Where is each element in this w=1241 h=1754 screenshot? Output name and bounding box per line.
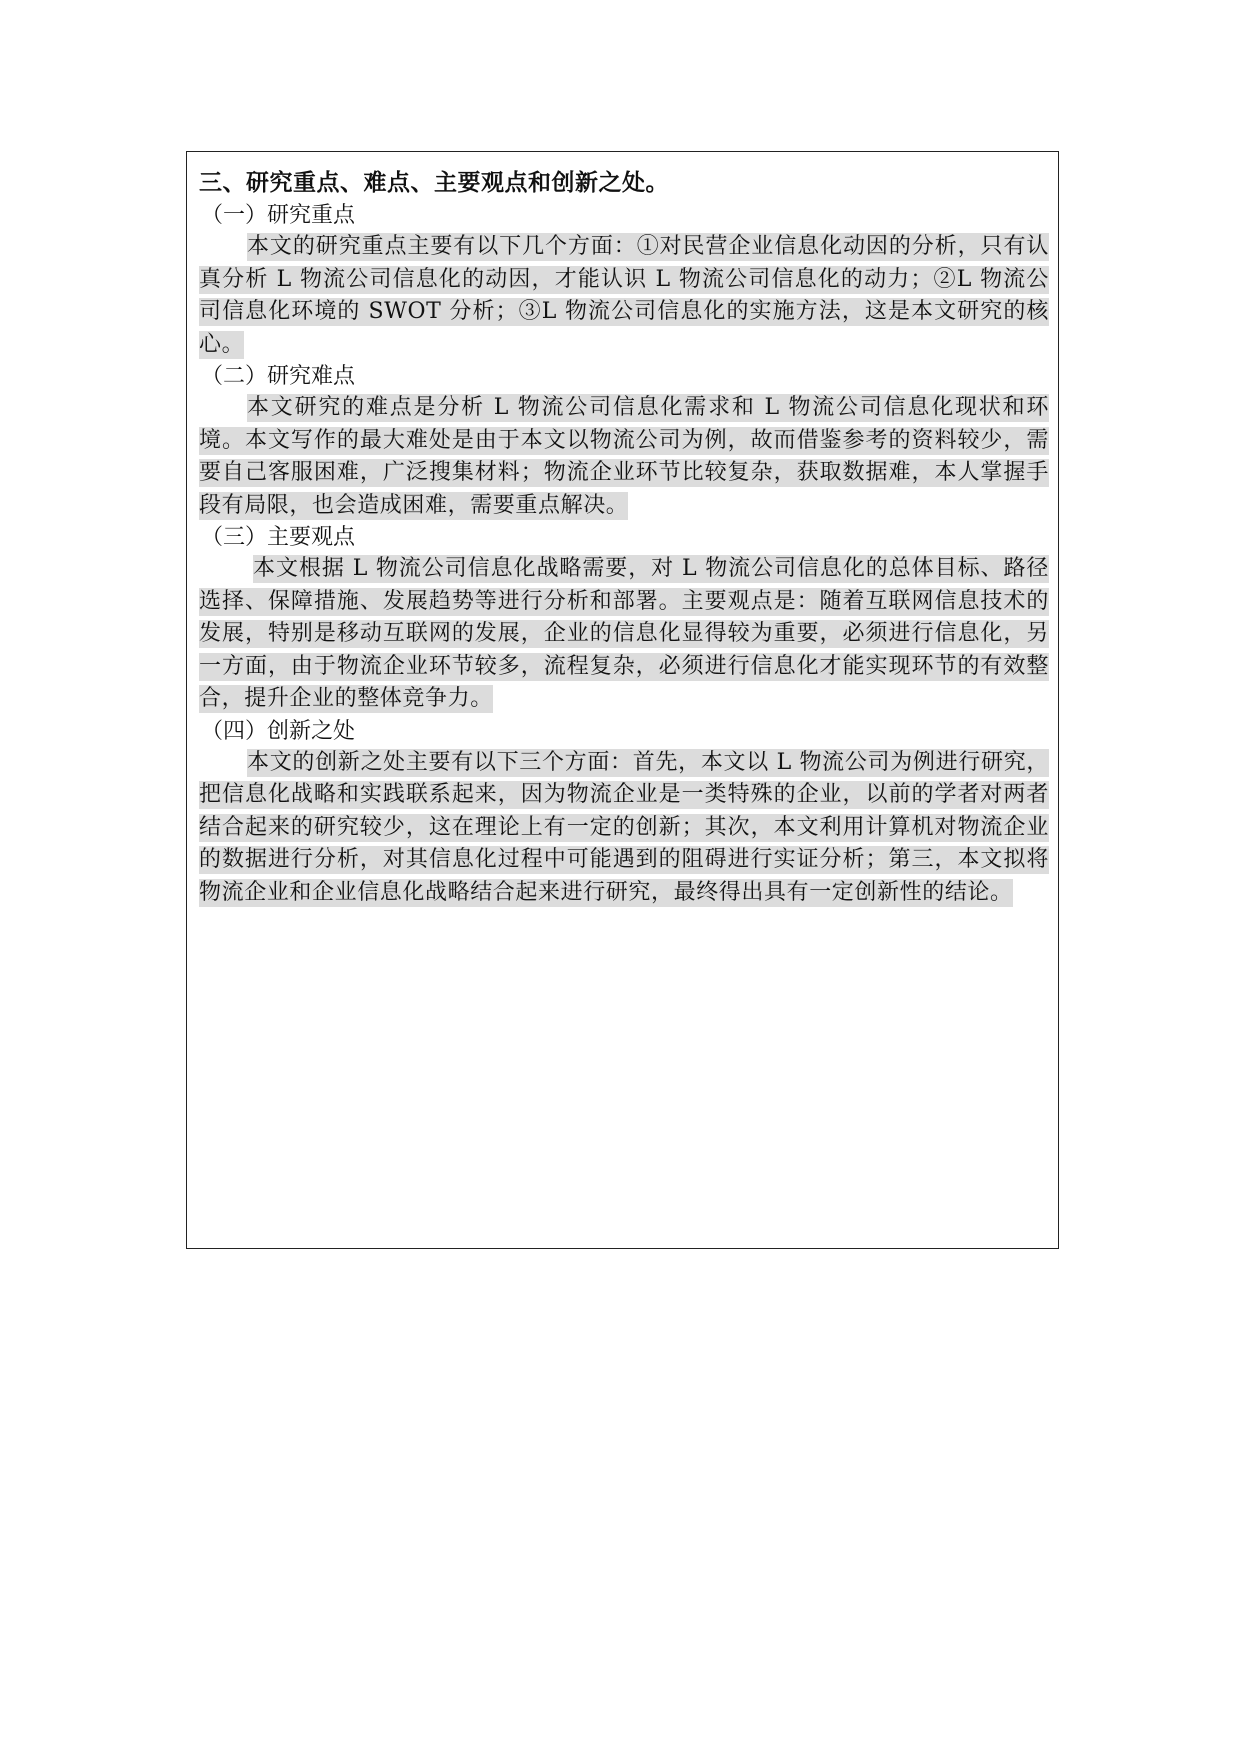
section-content [199, 166, 1049, 909]
highlighted-text: 本文的研究重点主要有以下几个方面：①对民营企业信息化动因的分析，只有认真分析 L 物流公司信息化的动因，才能认识 L 物流公司信息化的动力；②L 物流公司信息化环境的 SWOT 分析；③L 物流公司信息化的实施方法，这是本文研究的核心。 [199, 234, 1049, 357]
paragraph-research-focus [199, 231, 1049, 361]
paragraph-main-viewpoints [199, 553, 1049, 716]
paragraph-innovation [199, 747, 1049, 910]
subheading-research-focus: （一）研究重点 [201, 203, 356, 228]
subheading-main-viewpoints: （三）主要观点 [201, 525, 356, 550]
section-title: 三、研究重点、难点、主要观点和创新之处。 [199, 170, 669, 196]
subheading-innovation: （四）创新之处 [201, 718, 356, 744]
subheading-research-difficulty: （二）研究难点 [201, 364, 356, 389]
paragraph-research-difficulty [199, 392, 1049, 522]
highlighted-text: 本文研究的难点是分析 L 物流公司信息化需求和 L 物流公司信息化现状和环境。本文写作的最大难处是由于本文以物流公司为例，故而借鉴参考的资料较少，需要自己客服困难，广泛搜集材料；物流企业环节比较复杂，获取数据难，本人掌握手段有局限，也会造成困难，需要重点解决。 [199, 395, 1049, 518]
highlighted-text: 本文根据 L 物流公司信息化战略需要，对 L 物流公司信息化的总体目标、路径选择、保障措施、发展趋势等进行分析和部署。主要观点是：随着互联网信息技术的发展，特别是移动互联网的发展，企业的信息化显得较为重要，必须进行信息化，另一方面，由于物流企业环节较多，流程复杂，必须进行信息化才能实现环节的有效整合，提升企业的整体竞争力。 [199, 556, 1049, 711]
highlighted-text: 本文的创新之处主要有以下三个方面：首先，本文以 L 物流公司为例进行研究，把信息化战略和实践联系起来，因为物流企业是一类特殊的企业，以前的学者对两者结合起来的研究较少，这在理论上有一定的创新；其次，本文利用计算机对物流企业的数据进行分析，对其信息化过程中可能遇到的阻碍进行实证分析；第三，本文拟将物流企业和企业信息化战略结合起来进行研究，最终得出具有一定创新性的结论。 [199, 749, 1049, 905]
form-table-cell [186, 151, 1059, 1249]
